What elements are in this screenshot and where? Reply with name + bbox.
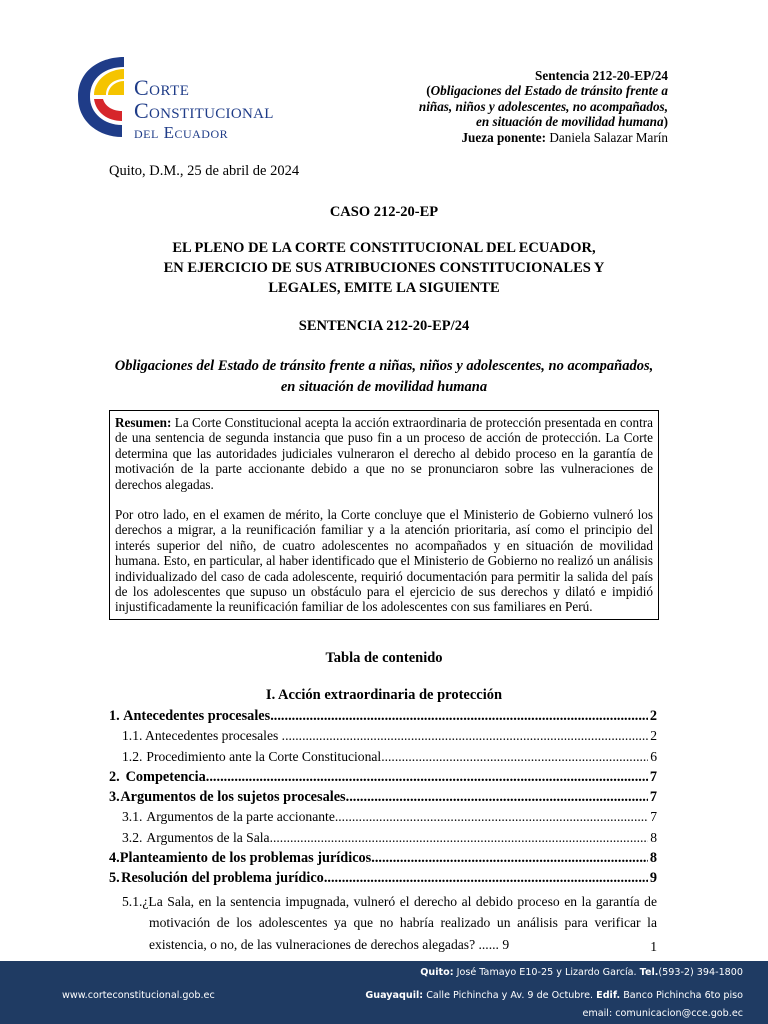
toc-entry[interactable]: 1. Antecedentes procesales ..... 2	[109, 708, 657, 728]
toc-entry[interactable]: 4. Planteamiento de los problemas jurídicos ..... 8	[109, 850, 657, 870]
sentence-subtitle: Obligaciones del Estado de tránsito frente a niñas, niños y adolescentes, no acompañados, en situación de movilidad humana	[114, 358, 654, 395]
reference-title-line-1: (Obligaciones del Estado de tránsito frente a	[426, 83, 668, 99]
pleno-line-3: LEGALES, EMITE LA SIGUIENTE	[268, 280, 500, 296]
toc-entry[interactable]: 3.2. Argumentos de la Sala ..... 8	[109, 830, 657, 850]
reference-title-line-3: en situación de movilidad humana)	[476, 114, 668, 130]
toc-entry[interactable]: 1.2. Procedimiento ante la Corte Constitucional ..... 6	[109, 749, 657, 769]
reference-judge: Jueza ponente: Daniela Salazar Marín	[461, 129, 668, 145]
page-footer	[0, 961, 768, 1024]
toc-entry[interactable]: 5.1.¿La Sala, en la sentencia impugnada, vulneró el derecho al debido proceso en la garantía de motivación de los adolescentes ya que no habría realizado un análisis para verificar la existencia, o no, de las vulneraciones de derechos alegadas? ...... 9	[122, 893, 657, 952]
pleno-heading	[0, 238, 768, 298]
header-reference	[419, 68, 668, 145]
toc-title: Tabla de contenido	[325, 650, 443, 666]
summary-paragraph-1: Resumen: La Corte Constitucional acepta la acción extraordinaria de protección presentada en contra de una sentencia de segunda instancia que puso fin a un proceso de acción de protección. La Corte determina que las autoridades judiciales vulneraron el derecho al debido proceso en la garantía de motivación de la parte accionante debido a que no se pronunciaron sobre las vulneraciones de derechos alegadas.	[115, 415, 654, 492]
page-number: 1	[650, 939, 657, 954]
court-emblem-icon	[72, 55, 132, 140]
summary-box	[109, 410, 659, 620]
toc-section-heading: I. Acción extraordinaria de protección	[265, 687, 503, 703]
footer-email[interactable]: email: comunicacion@cce.gob.ec	[582, 1008, 743, 1019]
footer-guayaquil-address: Guayaquil: Calle Pichincha y Av. 9 de Octubre. Edif. Banco Pichincha 6to piso	[365, 990, 743, 1001]
reference-sentence: Sentencia 212-20-EP/24	[535, 68, 668, 83]
logo-line-1: Corte	[134, 75, 190, 100]
logo-line-3: del Ecuador	[134, 123, 229, 142]
table-of-contents	[109, 708, 657, 955]
pleno-line-2: EN EJERCICIO DE SUS ATRIBUCIONES CONSTITUCIONALES Y	[163, 260, 605, 276]
toc-entry[interactable]: 2. Competencia ..... 7	[109, 769, 657, 789]
case-number: CASO 212-20-EP	[329, 204, 439, 220]
summary-paragraph-2: Por otro lado, en el examen de mérito, la Corte concluye que el Ministerio de Gobierno vulneró los derechos a migrar, a la reunificación familiar y a la atención prioritaria, así como el principio del interés superior del niño, de cuatro adolescentes no acompañados y en situación de movilidad humana. Esto, en particular, al haber identificado que el Ministerio de Gobierno no realizó un análisis individualizado del caso de cada adolescente, requirió documentación para permitir la salida del país de los adolescentes que supuso un obstáculo para el ejercicio de sus derechos y dilató e impidió injustificadamente la reunificación familiar de los adolescentes con sus familiares en Perú.	[115, 507, 653, 615]
sentence-heading: SENTENCIA 212-20-EP/24	[298, 318, 470, 334]
logo-line-2: Constitucional	[134, 98, 274, 123]
footer-website-link[interactable]: www.corteconstitucional.gob.ec	[62, 990, 215, 1001]
pleno-line-1: EL PLENO DE LA CORTE CONSTITUCIONAL DEL ECUADOR,	[172, 240, 596, 256]
toc-entry[interactable]: 1.1. Antecedentes procesales ..... 2	[109, 728, 657, 748]
logo-wordmark	[134, 77, 274, 141]
document-date: Quito, D.M., 25 de abril de 2024	[109, 163, 300, 179]
toc-entry[interactable]: 3.1. Argumentos de la parte accionante ..... 7	[109, 809, 657, 829]
toc-entry[interactable]: 5. Resolución del problema jurídico ..... 9	[109, 870, 657, 890]
court-logo	[72, 55, 292, 140]
footer-quito-address: Quito: José Tamayo E10-25 y Lizardo García. Tel.(593-2) 394-1800	[420, 967, 743, 978]
toc-entry[interactable]: 3. Argumentos de los sujetos procesales ..... 7	[109, 789, 657, 809]
reference-title-line-2: niñas, niños y adolescentes, no acompañados,	[418, 98, 668, 114]
